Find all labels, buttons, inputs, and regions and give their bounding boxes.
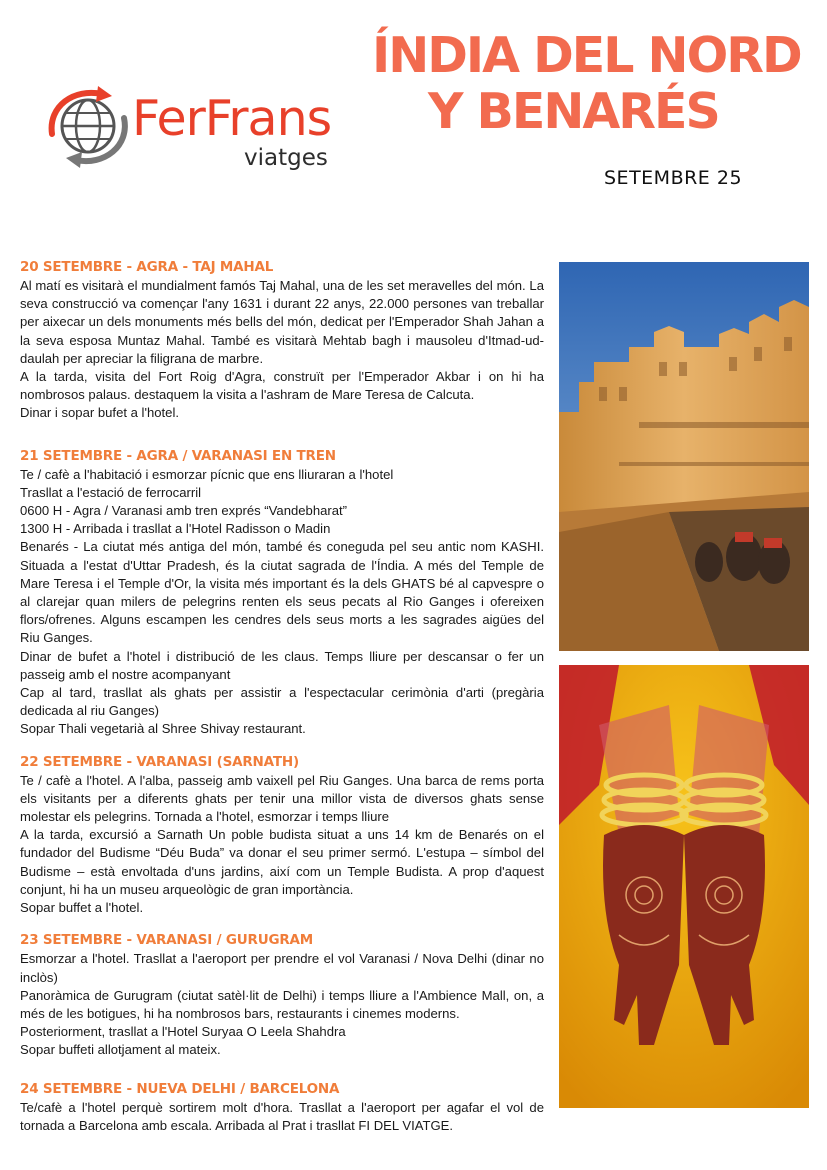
- day-paragraph: Sopar Thali vegetarià al Shree Shivay restaurant.: [20, 721, 306, 737]
- itinerary-day: [20, 258, 544, 423]
- day-paragraph: Sopar buffeti allotjament al mateix.: [20, 1042, 221, 1058]
- day-title: 22 SETEMBRE - VARANASI (SARNATH): [20, 753, 299, 770]
- day-paragraph: 0600 H - Agra / Varanasi amb tren exprés “Vandebharat”: [20, 503, 348, 519]
- day-paragraph: Panoràmica de Gurugram (ciutat satèl·lit de Delhi) i temps lliure a l'Ambience Mall, on, a més de les botigues, hi ha nombrosos bars, restaurants i cinemes moderns.: [20, 987, 544, 1021]
- day-paragraph: Te / cafè a l'hotel. A l'alba, passeig amb vaixell pel Riu Ganges. Una barca de rems porta els visitants per a diferents ghats per tenir una millor vista de diversos ghats sense molestar els pelegrins. Tornada a l'hotel, esmorzar i temps lliure: [20, 772, 544, 825]
- itinerary: [20, 258, 544, 1135]
- title-line-1: ÍNDIA DEL NORD: [372, 27, 801, 84]
- day-paragraph: 1300 H - Arribada i trasllat a l'Hotel Radisson o Madin: [20, 521, 331, 537]
- itinerary-day: [20, 1080, 544, 1135]
- day-title: 20 SETEMBRE - AGRA - TAJ MAHAL: [20, 259, 274, 275]
- itinerary-day: [20, 931, 544, 1059]
- title-line-2: Y BENARÉS: [428, 83, 719, 140]
- day-paragraph: Te/cafè a l'hotel perquè sortirem molt d'hora. Trasllat a l'aeroport per agafar el vol de tornada a Barcelona amb escala. Arribada al Prat i trasllat FI DEL VIATGE.: [20, 1099, 544, 1133]
- henna-hands-photo: [559, 665, 809, 1108]
- day-paragraph: Al matí es visitarà el mundialment famós Taj Mahal, una de les set meravelles del món. La seva construcció va començar l'any 1631 i durant 22 anys, 22.000 persones van treballar per aixecar un dels monuments més bells del món, dedicat per l'Emperador Shah Jahan a la seva esposa Muntaz Mahal. També es visitarà Mehtab bagh i mausoleu d'Itmad-ud-daulah per apreciar la filigrana de marbre.: [20, 278, 544, 366]
- day-paragraph: Esmorzar a l'hotel. Trasllat a l'aeroport per prendre el vol Varanasi / Nova Delhi (dinar no inclòs): [20, 951, 544, 985]
- day-paragraph: Te / cafè a l'habitació i esmorzar pícnic que ens lliuraran a l'hotel: [20, 466, 394, 482]
- brand-tagline: viatges: [244, 145, 328, 171]
- fort-photo: [559, 262, 809, 651]
- day-paragraph: A la tarda, excursió a Sarnath Un poble budista situat a uns 14 km de Benarés on el fundador del Budisme “Déu Buda” va donar el seu primer sermó. L'estupa – símbol del Budisme – està envoltada d'uns jardins, així com un Temple Budista. A prop d'aquest conjunt, hi ha un museu arqueològic de gran importància.: [20, 827, 544, 897]
- day-paragraph: Posteriorment, trasllat a l'Hotel Suryaa O Leela Shahdra: [20, 1024, 346, 1040]
- itinerary-day: [20, 753, 544, 918]
- day-title: 21 SETEMBRE - AGRA / VARANASI EN TREN: [20, 447, 336, 464]
- day-paragraph: Cap al tard, trasllat als ghats per assistir a l'espectacular cerimònia d'arti (pregària dedicada al riu Ganges): [20, 685, 544, 719]
- day-title: 24 SETEMBRE - NUEVA DELHI / BARCELONA: [20, 1080, 340, 1097]
- brand-name: FerFrans: [132, 90, 332, 147]
- itinerary-day: [20, 447, 544, 739]
- day-paragraph: Sopar buffet a l'hotel.: [20, 900, 144, 916]
- departure-date: SETEMBRE 25: [604, 167, 743, 189]
- day-paragraph: A la tarda, visita del Fort Roig d'Agra, construït per l'Emperador Akbar i on hi ha nombrosos palaus. destaquem la visita a l'ashram de Mare Teresa de Calcuta.: [20, 369, 544, 403]
- day-paragraph: Trasllat a l'estació de ferrocarril: [20, 484, 202, 500]
- day-paragraph: Dinar i sopar bufet a l'hotel.: [20, 405, 179, 421]
- brand-logo: [44, 84, 374, 184]
- globe-arrows-icon: [44, 84, 134, 168]
- day-paragraph: Benarés - La ciutat més antiga del món, també és coneguda pel seu antic nom KASHI. Situada a l'estat d'Uttar Pradesh, és la ciutat sagrada de l'Índia. A més del Temple de Mare Teresa i el Temple d'Or, la visita més important és la dels GHATS bé al capvespre o al clarejar quan milers de pelegrins renten els seus pecats al Rio Ganges i ofereixen flors/ofrenes. Alguns escampen les cendres dels seus morts a les sagrades aigües del Riu Ganges.: [20, 539, 544, 646]
- day-paragraph: Dinar de bufet a l'hotel i distribució de les claus. Temps lliure per descansar o fer un passeig amb el nostre acompanyant: [20, 648, 544, 682]
- page-title: [372, 28, 812, 140]
- day-title: 23 SETEMBRE - VARANASI / GURUGRAM: [20, 932, 314, 949]
